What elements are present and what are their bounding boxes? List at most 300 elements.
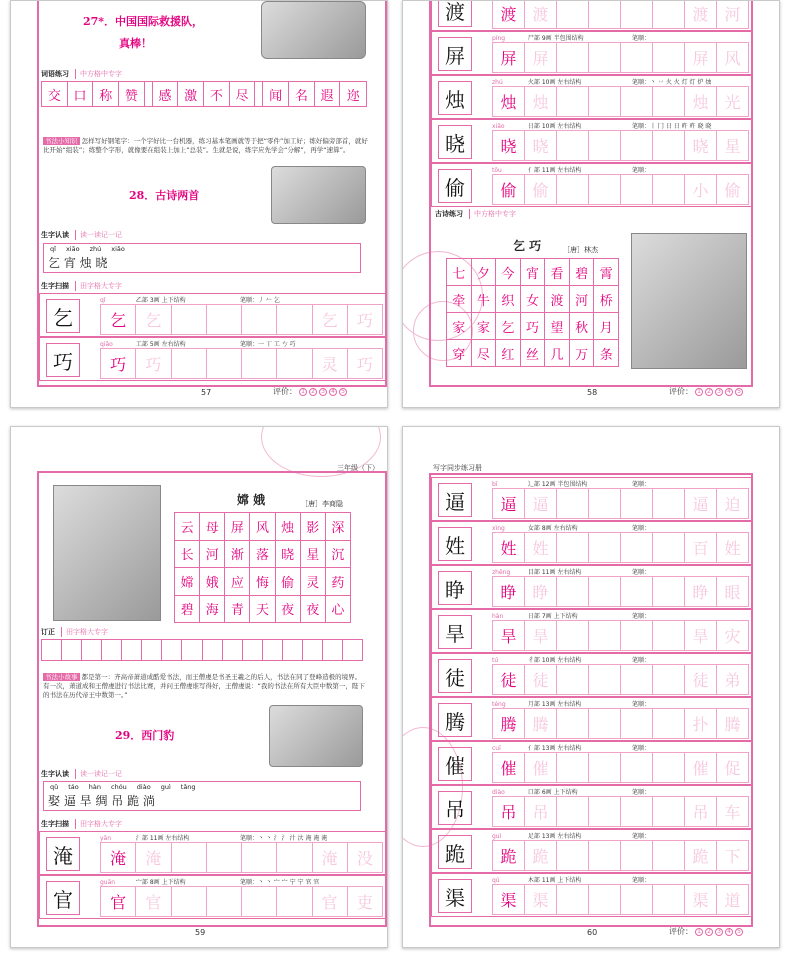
practice-cell: 吏 bbox=[347, 886, 383, 917]
practice-cell: 迫 bbox=[716, 488, 749, 519]
practice-cell bbox=[652, 86, 685, 117]
story-key-label: 书法小故事 bbox=[45, 673, 78, 681]
practice-cell bbox=[206, 886, 242, 917]
poem-author: ［唐］林杰 bbox=[563, 246, 598, 254]
stroke-order: 笔顺：丶 丶 宀 宀 宁 宁 官 官 bbox=[240, 879, 320, 886]
poem-cell: 烛 bbox=[275, 512, 301, 541]
char-pinyin: yān bbox=[100, 835, 112, 842]
practice-cell bbox=[556, 130, 589, 161]
poem-cell: 万 bbox=[569, 339, 595, 367]
pinyin: hàn bbox=[88, 783, 101, 791]
stroke-order: 笔顺： bbox=[632, 613, 651, 620]
practice-cell bbox=[171, 304, 207, 335]
char-structure: 左右结构 bbox=[161, 341, 186, 348]
practice-cell bbox=[588, 532, 621, 563]
page-number: 59 bbox=[195, 928, 206, 937]
char-structure: 左右结构 bbox=[553, 525, 578, 532]
practice-cell bbox=[588, 796, 621, 827]
recog-section-label: 生字认读 bbox=[41, 231, 69, 239]
rating-circle[interactable]: 3 bbox=[319, 388, 327, 396]
practice-cells bbox=[492, 532, 748, 563]
poem-cell: 悔 bbox=[249, 567, 275, 596]
recog-chars: 娶 逼 旱 绸 吊 跪 淌 bbox=[48, 794, 155, 808]
practice-cell: 下 bbox=[716, 840, 749, 871]
scan-section-sub: 田字格大专字 bbox=[75, 819, 122, 829]
char-pinyin: qiǎo bbox=[100, 341, 113, 348]
poem-cell: 丝 bbox=[520, 339, 546, 367]
fix-section-label: 订正 bbox=[41, 628, 55, 636]
practice-cell: 百 bbox=[684, 532, 717, 563]
char-pinyin: diào bbox=[492, 789, 505, 796]
char-structure: 左右结构 bbox=[557, 745, 582, 752]
char-strokes: 13画 bbox=[541, 745, 556, 752]
rating-circle[interactable]: 2 bbox=[705, 928, 713, 936]
char-row bbox=[431, 741, 753, 785]
char-strokes: 11画 bbox=[541, 877, 556, 884]
char-info bbox=[492, 33, 584, 42]
big-char: 乞 bbox=[46, 299, 80, 333]
practice-cell: 旱 bbox=[684, 620, 717, 651]
poem-cell: 偷 bbox=[275, 567, 301, 596]
char-structure: 上下结构 bbox=[557, 877, 582, 884]
fix-section-sub: 田字格大专字 bbox=[61, 627, 108, 637]
poem-cell: 几 bbox=[544, 339, 570, 367]
char-structure: 左右结构 bbox=[557, 701, 582, 708]
recog-box bbox=[43, 781, 361, 811]
practice-cell: 睁 bbox=[524, 576, 557, 607]
practice-cell bbox=[652, 488, 685, 519]
char-pinyin: xìng bbox=[492, 525, 505, 532]
char-info bbox=[492, 611, 578, 620]
poem-grid bbox=[447, 259, 619, 367]
practice-cell: 姓 bbox=[524, 532, 557, 563]
practice-cell: 车 bbox=[716, 796, 749, 827]
poem-title: 嫦 娥 bbox=[237, 493, 266, 507]
scan-section-header bbox=[39, 281, 122, 291]
poem-cell: 家 bbox=[471, 312, 497, 340]
change-illustration bbox=[53, 485, 161, 621]
practice-cell: 星 bbox=[716, 130, 749, 161]
practice-cell: 催 bbox=[492, 752, 525, 783]
practice-cell bbox=[620, 130, 653, 161]
rating-circle[interactable]: 4 bbox=[329, 388, 337, 396]
practice-cell bbox=[276, 348, 312, 379]
practice-cell: 晓 bbox=[684, 130, 717, 161]
practice-cells bbox=[492, 488, 748, 519]
page-number: 57 bbox=[201, 388, 212, 397]
poem-cell: 桥 bbox=[593, 285, 619, 313]
char-radical: 木部 bbox=[527, 877, 540, 884]
practice-cell bbox=[556, 174, 589, 205]
practice-cell bbox=[588, 884, 621, 915]
practice-cell: 吊 bbox=[524, 796, 557, 827]
char-radical: 日部 bbox=[527, 123, 540, 130]
practice-cell bbox=[652, 576, 685, 607]
rating-circle[interactable]: 2 bbox=[705, 388, 713, 396]
scan-section-label: 生字扫描 bbox=[41, 820, 69, 828]
practice-cell: 渡 bbox=[492, 0, 525, 29]
recog-section-sub: 读一读记一记 bbox=[75, 769, 122, 779]
practice-cell: 淹 bbox=[100, 842, 136, 873]
rating-circle[interactable]: 4 bbox=[725, 388, 733, 396]
practice-cell bbox=[556, 708, 589, 739]
poem-cell: 夜 bbox=[300, 595, 326, 624]
practice-cell bbox=[588, 708, 621, 739]
poem-section-label: 古诗练习 bbox=[435, 210, 463, 218]
big-char: 官 bbox=[46, 881, 80, 915]
char-strokes: 8画 bbox=[541, 525, 552, 532]
poem-title: 乞 巧 bbox=[513, 239, 542, 253]
poem-cell: 云 bbox=[174, 512, 200, 541]
poem-cell: 深 bbox=[325, 512, 351, 541]
rating-circle[interactable]: 5 bbox=[735, 928, 743, 936]
grade-header: 三年级（下） bbox=[337, 464, 379, 472]
pinyin: zhú bbox=[89, 245, 102, 253]
poem-section-header bbox=[433, 209, 516, 219]
poem-cell: 天 bbox=[249, 595, 275, 624]
stroke-order: 笔顺： bbox=[632, 877, 651, 884]
lesson-29-title: 29．西门豹 bbox=[115, 729, 175, 742]
practice-cell bbox=[620, 664, 653, 695]
big-char: 催 bbox=[438, 747, 472, 781]
practice-cell bbox=[588, 620, 621, 651]
rating-circle[interactable]: 3 bbox=[715, 928, 723, 936]
stroke-order: 笔顺： bbox=[632, 525, 651, 532]
poem-cell: 尽 bbox=[471, 339, 497, 367]
practice-cell: 巧 bbox=[135, 348, 171, 379]
practice-cell: 催 bbox=[524, 752, 557, 783]
practice-cell: 烛 bbox=[492, 86, 525, 117]
char-radical: 亻部 bbox=[527, 745, 540, 752]
practice-cell: 跪 bbox=[684, 840, 717, 871]
pinyin: chóu bbox=[111, 783, 127, 791]
poem-cell: 七 bbox=[446, 258, 472, 286]
char-row bbox=[431, 609, 753, 653]
poem-cell: 家 bbox=[446, 312, 472, 340]
stroke-order: 笔顺： bbox=[632, 657, 651, 664]
practice-cell bbox=[620, 796, 653, 827]
big-char: 徒 bbox=[438, 659, 472, 693]
char-structure: 上下结构 bbox=[161, 297, 186, 304]
char-strokes: 9画 bbox=[541, 35, 552, 42]
practice-cells bbox=[492, 86, 748, 117]
stroke-order: 笔顺： bbox=[632, 167, 651, 174]
pinyin: guì bbox=[160, 783, 171, 791]
scan-section-label: 生字扫描 bbox=[41, 282, 69, 290]
practice-cell: 睁 bbox=[492, 576, 525, 607]
calligraphy-tip bbox=[43, 137, 369, 155]
practice-cell: 旱 bbox=[492, 620, 525, 651]
practice-cells bbox=[100, 842, 382, 873]
big-char: 屏 bbox=[438, 37, 472, 71]
big-char: 渡 bbox=[438, 0, 472, 27]
char-info bbox=[492, 831, 581, 840]
pinyin: qǔ bbox=[50, 783, 59, 791]
practice-cell bbox=[556, 664, 589, 695]
practice-cell: 乞 bbox=[135, 304, 171, 335]
char-row bbox=[39, 293, 387, 337]
practice-cells bbox=[492, 130, 748, 161]
char-row bbox=[431, 119, 753, 163]
char-info bbox=[100, 877, 186, 886]
char-structure: 上下结构 bbox=[553, 613, 578, 620]
char-strokes: 8画 bbox=[149, 879, 160, 886]
scan-section-header bbox=[39, 819, 122, 829]
rating-circle[interactable]: 5 bbox=[339, 388, 347, 396]
practice-cell bbox=[620, 708, 653, 739]
practice-cell bbox=[652, 708, 685, 739]
practice-cell bbox=[652, 664, 685, 695]
practice-cell bbox=[556, 86, 589, 117]
practice-cell: 灵 bbox=[312, 348, 348, 379]
poem-cell: 织 bbox=[495, 285, 521, 313]
practice-cell: 渠 bbox=[492, 884, 525, 915]
stroke-order: 笔顺：丿 𠂉 乞 bbox=[240, 297, 280, 304]
poem-cell: 海 bbox=[199, 595, 225, 624]
vocab-cell: 遐 bbox=[315, 82, 341, 106]
rating-circle[interactable]: 4 bbox=[725, 928, 733, 936]
stroke-order: 笔顺： bbox=[632, 789, 651, 796]
stroke-order: 笔顺： bbox=[632, 745, 651, 752]
practice-cell bbox=[556, 752, 589, 783]
char-info bbox=[492, 77, 581, 86]
vocab-cell: 称 bbox=[93, 82, 119, 106]
practice-cells bbox=[492, 752, 748, 783]
char-strokes: 3画 bbox=[149, 297, 160, 304]
big-char: 渠 bbox=[438, 879, 472, 913]
practice-cell bbox=[206, 842, 242, 873]
page-59 bbox=[10, 426, 388, 948]
recog-section-label: 生字认读 bbox=[41, 770, 69, 778]
poem-cell: 夕 bbox=[471, 258, 497, 286]
rating-circle[interactable]: 1 bbox=[299, 388, 307, 396]
rating-label: 评价： bbox=[273, 387, 297, 396]
char-radical: 足部 bbox=[527, 833, 540, 840]
vocab-grid bbox=[41, 81, 367, 107]
char-row bbox=[431, 163, 753, 207]
practice-cells bbox=[492, 0, 748, 29]
practice-cell: 腾 bbox=[524, 708, 557, 739]
char-structure: 半包围结构 bbox=[557, 481, 588, 488]
pinyin: xiāo bbox=[65, 245, 80, 253]
practice-cell: 乞 bbox=[312, 304, 348, 335]
char-row bbox=[39, 831, 387, 875]
poem-illustration bbox=[271, 166, 366, 224]
practice-cell bbox=[652, 620, 685, 651]
practice-cell bbox=[620, 0, 653, 29]
poem-cell: 霄 bbox=[593, 258, 619, 286]
page-58 bbox=[402, 0, 780, 408]
char-pinyin: tōu bbox=[492, 167, 502, 174]
char-pinyin: guì bbox=[492, 833, 502, 840]
practice-cell: 淹 bbox=[135, 842, 171, 873]
char-row bbox=[431, 75, 753, 119]
recog-section-header bbox=[39, 769, 122, 779]
rating-circle[interactable]: 1 bbox=[695, 928, 703, 936]
practice-cell bbox=[588, 840, 621, 871]
poem-cell: 河 bbox=[569, 285, 595, 313]
practice-cell: 偷 bbox=[492, 174, 525, 205]
practice-cell bbox=[556, 0, 589, 29]
char-info bbox=[492, 875, 581, 884]
page-60 bbox=[402, 426, 780, 948]
practice-cell bbox=[171, 348, 207, 379]
practice-cell bbox=[620, 752, 653, 783]
practice-cell bbox=[620, 488, 653, 519]
scan-section-sub: 田字格大专字 bbox=[75, 281, 122, 291]
poem-cell: 影 bbox=[300, 512, 326, 541]
char-strokes: 6画 bbox=[541, 789, 552, 796]
practice-cell bbox=[206, 304, 242, 335]
poem-cell: 心 bbox=[325, 595, 351, 624]
stroke-order: 笔顺： bbox=[632, 569, 651, 576]
practice-cell: 乞 bbox=[100, 304, 136, 335]
poem-cell: 渡 bbox=[544, 285, 570, 313]
stroke-order: 笔顺：丶 丶 氵 氵 汁 汏 淹 淹 淹 bbox=[240, 835, 328, 842]
practice-cell: 淹 bbox=[312, 842, 348, 873]
rating-circle[interactable]: 1 bbox=[695, 388, 703, 396]
recog-pinyin bbox=[50, 245, 125, 253]
vocab-gap bbox=[255, 82, 263, 106]
recog-chars: 乞 宵 烛 晓 bbox=[48, 256, 108, 270]
practice-cell bbox=[276, 842, 312, 873]
poem-cell: 嫦 bbox=[174, 567, 200, 596]
rating-circle[interactable]: 5 bbox=[735, 388, 743, 396]
vocab-cell: 不 bbox=[204, 82, 230, 106]
practice-cell: 光 bbox=[716, 86, 749, 117]
pinyin: qǐ bbox=[50, 245, 56, 253]
practice-cell: 腾 bbox=[492, 708, 525, 739]
char-radical: 女部 bbox=[527, 525, 540, 532]
practice-cell bbox=[652, 174, 685, 205]
practice-cells bbox=[492, 884, 748, 915]
practice-cell: 灾 bbox=[716, 620, 749, 651]
practice-cell: 旱 bbox=[524, 620, 557, 651]
char-strokes: 5画 bbox=[149, 341, 160, 348]
char-pinyin: qǐ bbox=[100, 297, 106, 304]
poem-cell: 风 bbox=[249, 512, 275, 541]
char-structure: 左右结构 bbox=[165, 835, 190, 842]
practice-cell: 屏 bbox=[684, 42, 717, 73]
poem-cell: 星 bbox=[300, 540, 326, 569]
practice-cell bbox=[556, 532, 589, 563]
big-char: 睁 bbox=[438, 571, 472, 605]
practice-cell bbox=[652, 532, 685, 563]
stroke-order: 笔顺： bbox=[632, 833, 651, 840]
recog-pinyin bbox=[50, 783, 196, 791]
big-char: 跪 bbox=[438, 835, 472, 869]
char-info bbox=[492, 699, 581, 708]
practice-cell: 促 bbox=[716, 752, 749, 783]
char-radical: 尸部 bbox=[527, 35, 540, 42]
practice-cell bbox=[652, 42, 685, 73]
page-number: 60 bbox=[587, 928, 598, 937]
char-row bbox=[431, 653, 753, 697]
practice-cell: 渡 bbox=[684, 0, 717, 29]
poem-cell: 牛 bbox=[471, 285, 497, 313]
char-row bbox=[431, 521, 753, 565]
big-char: 烛 bbox=[438, 81, 472, 115]
fix-section-header bbox=[39, 627, 108, 637]
stroke-order: 笔顺：丶 丷 火 火 灯 灯 炉 烛 bbox=[632, 79, 712, 86]
big-char: 旱 bbox=[438, 615, 472, 649]
practice-cell: 没 bbox=[347, 842, 383, 873]
char-structure: 左右结构 bbox=[557, 79, 582, 86]
vocab-section-label: 词语练习 bbox=[41, 70, 69, 78]
vocab-section-sub: 中方格中专字 bbox=[75, 69, 122, 79]
practice-cell: 官 bbox=[135, 886, 171, 917]
poem-cell: 灵 bbox=[300, 567, 326, 596]
char-structure: 左右结构 bbox=[557, 569, 582, 576]
practice-cell bbox=[620, 532, 653, 563]
stroke-order: 笔顺： bbox=[632, 35, 651, 42]
poem-cell: 母 bbox=[199, 512, 225, 541]
practice-cell: 跪 bbox=[524, 840, 557, 871]
practice-cell bbox=[556, 884, 589, 915]
practice-cell bbox=[652, 840, 685, 871]
vocab-cell: 交 bbox=[42, 82, 68, 106]
char-radical: 目部 bbox=[527, 569, 540, 576]
practice-cell: 晓 bbox=[492, 130, 525, 161]
book-header: 写字同步练习册 bbox=[433, 464, 482, 472]
poem-cell: 穿 bbox=[446, 339, 472, 367]
practice-cell: 姓 bbox=[492, 532, 525, 563]
char-radical: 辶部 bbox=[527, 481, 540, 488]
poem-cell: 巧 bbox=[520, 312, 546, 340]
char-pinyin: téng bbox=[492, 701, 506, 708]
poem-cell: 碧 bbox=[569, 258, 595, 286]
rating-circle[interactable]: 3 bbox=[715, 388, 723, 396]
rescue-illustration bbox=[261, 1, 366, 59]
practice-cell: 官 bbox=[100, 886, 136, 917]
rating bbox=[669, 386, 743, 397]
char-radical: 工部 bbox=[135, 341, 148, 348]
practice-cell: 弟 bbox=[716, 664, 749, 695]
practice-cell bbox=[241, 348, 277, 379]
char-info bbox=[100, 339, 186, 348]
char-structure: 左右结构 bbox=[557, 833, 582, 840]
char-row bbox=[431, 477, 753, 521]
practice-cell bbox=[276, 304, 312, 335]
practice-cells bbox=[100, 886, 382, 917]
practice-cell: 眼 bbox=[716, 576, 749, 607]
char-info bbox=[492, 567, 581, 576]
practice-cell bbox=[241, 304, 277, 335]
lesson-28-title: 28．古诗两首 bbox=[129, 189, 200, 202]
char-row bbox=[431, 785, 753, 829]
practice-cell bbox=[556, 620, 589, 651]
practice-cell bbox=[652, 796, 685, 827]
pinyin: diào bbox=[136, 783, 151, 791]
poem-cell: 娥 bbox=[199, 567, 225, 596]
practice-cell bbox=[556, 42, 589, 73]
practice-cell: 屏 bbox=[492, 42, 525, 73]
recog-box bbox=[43, 243, 361, 273]
big-char: 晓 bbox=[438, 125, 472, 159]
rating-circle[interactable]: 2 bbox=[309, 388, 317, 396]
rating-label: 评价： bbox=[669, 927, 693, 936]
stroke-order: 笔顺：丨 冂 日 日 旿 旿 晓 晓 bbox=[632, 123, 712, 130]
poem-cell: 青 bbox=[224, 595, 250, 624]
practice-cell: 催 bbox=[684, 752, 717, 783]
practice-cell bbox=[588, 0, 621, 29]
char-pinyin: zhēng bbox=[492, 569, 511, 576]
vocab-section-header bbox=[39, 69, 122, 79]
poem-cell: 应 bbox=[224, 567, 250, 596]
practice-cells bbox=[492, 42, 748, 73]
practice-cell bbox=[588, 576, 621, 607]
lesson-27-title-line2: 真棒！ bbox=[119, 37, 152, 50]
